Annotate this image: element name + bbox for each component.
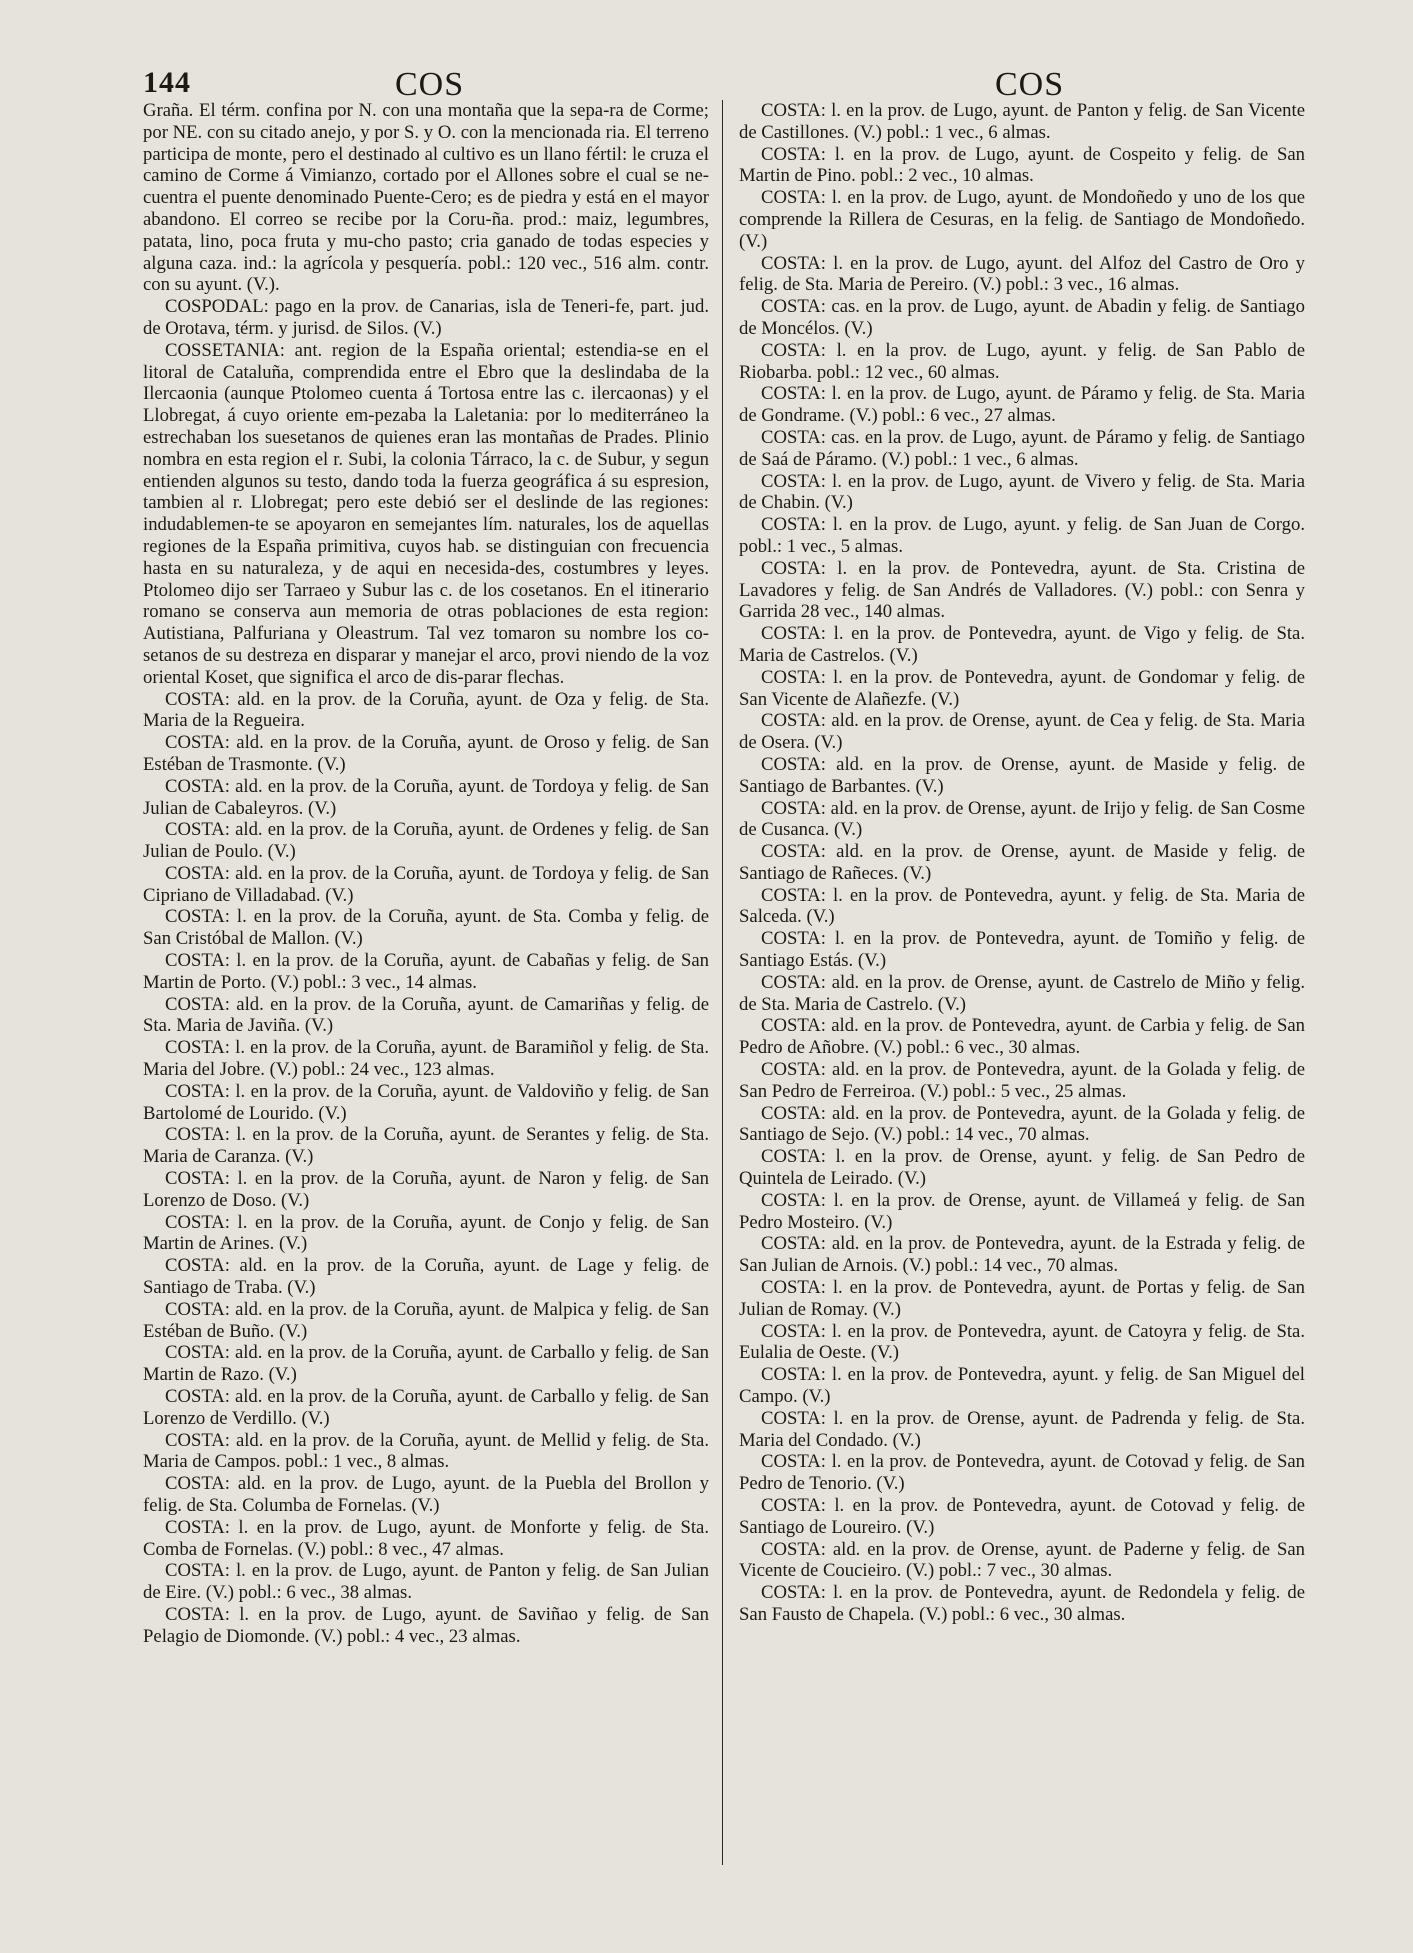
dictionary-entry: COSTA: ald. en la prov. de Pontevedra, ayunt. de Carbia y felig. de San Pedro de Añobre. (V.) pobl.: 6 vec., 30 almas. <box>739 1015 1305 1059</box>
dictionary-entry: COSTA: ald. en la prov. de la Coruña, ayunt. de Lage y felig. de Santiago de Traba. (V.) <box>143 1255 709 1299</box>
dictionary-entry: Graña. El térm. confina por N. con una montaña que la sepa-ra de Corme; por NE. con su citado anejo, y por S. y O. con la mencionada ria. El terreno participa de monte, pero el destinado al cultivo es un llano fértil: le cruza el camino de Corme á Vimianzo, cortado por el Allones sobre el cual se ne-cuentra el puente denominado Puente-Cero; es de piedra y está en el mayor abandono. El correo se recibe por la Coru-ña. prod.: maiz, legumbres, patata, lino, poca fruta y mu-cho pasto; cria ganado de todas especies y alguna caza. ind.: la agrícola y pesquería. pobl.: 120 vec., 516 alm. contr. con su ayunt. (V.). <box>143 100 709 296</box>
dictionary-entry: COSTA: l. en la prov. de Lugo, ayunt. de Páramo y felig. de Sta. Maria de Gondrame. (V.) pobl.: 6 vec., 27 almas. <box>739 383 1305 427</box>
dictionary-entry: COSTA: l. en la prov. de la Coruña, ayunt. de Valdoviño y felig. de San Bartolomé de Lourido. (V.) <box>143 1080 709 1124</box>
dictionary-entry: COSTA: ald. en la prov. de Orense, ayunt. de Cea y felig. de Sta. Maria de Osera. (V.) <box>739 710 1305 754</box>
column-divider <box>722 100 723 1865</box>
dictionary-entry: COSTA: ald. en la prov. de la Coruña, ayunt. de Tordoya y felig. de San Cipriano de Villadabad. (V.) <box>143 862 709 906</box>
dictionary-entry: COSTA: ald. en la prov. de la Coruña, ayunt. de Camariñas y felig. de Sta. Maria de Javiña. (V.) <box>143 993 709 1037</box>
dictionary-entry: COSTA: ald. en la prov. de la Coruña, ayunt. de Tordoya y felig. de San Julian de Cabaleyros. (V.) <box>143 775 709 819</box>
dictionary-entry: COSTA: l. en la prov. de Pontevedra, ayunt. de Catoyra y felig. de Sta. Eulalia de Oeste. (V.) <box>739 1320 1305 1364</box>
dictionary-entry: COSTA: ald. en la prov. de la Coruña, ayunt. de Mellid y felig. de Sta. Maria de Campos. pobl.: 1 vec., 8 almas. <box>143 1429 709 1473</box>
dictionary-entry: COSTA: l. en la prov. de Pontevedra, ayunt. de Cotovad y felig. de San Pedro de Tenorio. (V.) <box>739 1451 1305 1495</box>
dictionary-entry: COSTA: l. en la prov. de Lugo, ayunt. del Alfoz del Castro de Oro y felig. de Sta. Maria de Pereiro. (V.) pobl.: 3 vec., 16 almas. <box>739 252 1305 296</box>
dictionary-entry: COSTA: l. en la prov. de Orense, ayunt. de Villameá y felig. de San Pedro Mosteiro. (V.) <box>739 1189 1305 1233</box>
left-running-head: COS <box>395 66 465 103</box>
dictionary-entry: COSTA: cas. en la prov. de Lugo, ayunt. de Abadin y felig. de Santiago de Moncélos. (V.) <box>739 296 1305 339</box>
dictionary-entry: COSTA: l. en la prov. de Pontevedra, ayunt. y felig. de San Miguel del Campo. (V.) <box>739 1364 1305 1408</box>
dictionary-entry: COSTA: l. en la prov. de Lugo, ayunt. de Vivero y felig. de Sta. Maria de Chabin. (V.) <box>739 470 1305 514</box>
dictionary-entry: COSTA: ald. en la prov. de Orense, ayunt. de Irijo y felig. de San Cosme de Cusanca. (V.) <box>739 797 1305 841</box>
dictionary-entry: COSTA: ald. en la prov. de Orense, ayunt. de Paderne y felig. de San Vicente de Coucieiro. (V.) pobl.: 7 vec., 30 almas. <box>739 1538 1305 1582</box>
dictionary-entry: COSTA: l. en la prov. de Pontevedra, ayunt. de Sta. Cristina de Lavadores y felig. de San Andrés de Valladores. (V.) pobl.: con Senra y Garrida 28 vec., 140 almas. <box>739 557 1305 623</box>
right-running-head: COS <box>995 66 1065 103</box>
right-column <box>739 100 1305 1626</box>
dictionary-entry: COSTA: ald. en la prov. de Orense, ayunt. de Maside y felig. de Santiago de Barbantes. (V.) <box>739 753 1305 797</box>
dictionary-entry: COSTA: ald. en la prov. de Pontevedra, ayunt. de la Golada y felig. de San Pedro de Ferreiroa. (V.) pobl.: 5 vec., 25 almas. <box>739 1059 1305 1102</box>
dictionary-entry: COSTA: l. en la prov. de la Coruña, ayunt. de Baramiñol y felig. de Sta. Maria del Jobre. (V.) pobl.: 24 vec., 123 almas. <box>143 1037 709 1081</box>
dictionary-entry: COSTA: l. en la prov. de Pontevedra, ayunt. de Redondela y felig. de San Fausto de Chapela. (V.) pobl.: 6 vec., 30 almas. <box>739 1582 1305 1625</box>
dictionary-entry: COSTA: l. en la prov. de Lugo, ayunt. de Panton y felig. de San Julian de Eire. (V.) pobl.: 6 vec., 38 almas. <box>143 1560 709 1604</box>
dictionary-entry: COSTA: l. en la prov. de Pontevedra, ayunt. de Gondomar y felig. de San Vicente de Alañezfe. (V.) <box>739 666 1305 710</box>
dictionary-entry: COSTA: l. en la prov. de Lugo, ayunt. de Monforte y felig. de Sta. Comba de Fornelas. (V.) pobl.: 8 vec., 47 almas. <box>143 1516 709 1560</box>
dictionary-entry: COSTA: l. en la prov. de la Coruña, ayunt. de Cabañas y felig. de San Martin de Porto. (V.) pobl.: 3 vec., 14 almas. <box>143 950 709 993</box>
dictionary-entry: COSTA: l. en la prov. de Orense, ayunt. y felig. de San Pedro de Quintela de Leirado. (V.) <box>739 1146 1305 1190</box>
page-number: 144 <box>143 66 191 99</box>
dictionary-entry: COSTA: l. en la prov. de Lugo, ayunt. de Mondoñedo y uno de los que comprende la Rillera de Cesuras, en la felig. de Santiago de Mondoñedo. (V.) <box>739 187 1305 252</box>
dictionary-entry: COSTA: l. en la prov. de la Coruña, ayunt. de Sta. Comba y felig. de San Cristóbal de Mallon. (V.) <box>143 906 709 950</box>
dictionary-entry: COSTA: l. en la prov. de la Coruña, ayunt. de Naron y felig. de San Lorenzo de Doso. (V.) <box>143 1168 709 1211</box>
dictionary-entry: COSTA: ald. en la prov. de Orense, ayunt. de Maside y felig. de Santiago de Rañeces. (V.) <box>739 841 1305 884</box>
dictionary-entry: COSTA: ald. en la prov. de Lugo, ayunt. de la Puebla del Brollon y felig. de Sta. Columba de Fornelas. (V.) <box>143 1473 709 1516</box>
dictionary-entry: COSTA: ald. en la prov. de la Coruña, ayunt. de Carballo y felig. de San Martin de Razo. (V.) <box>143 1342 709 1386</box>
dictionary-entry: COSTA: ald. en la prov. de la Coruña, ayunt. de Carballo y felig. de San Lorenzo de Verdillo. (V.) <box>143 1386 709 1429</box>
dictionary-entry: COSTA: l. en la prov. de Pontevedra, ayunt. de Portas y felig. de San Julian de Romay. (V.) <box>739 1277 1305 1320</box>
dictionary-entry: COSTA: l. en la prov. de Pontevedra, ayunt. y felig. de Sta. Maria de Salceda. (V.) <box>739 884 1305 928</box>
dictionary-entry: COSTA: l. en la prov. de Lugo, ayunt. de Cospeito y felig. de San Martin de Pino. pobl.: 2 vec., 10 almas. <box>739 143 1305 187</box>
dictionary-entry: COSTA: l. en la prov. de Pontevedra, ayunt. de Cotovad y felig. de Santiago de Loureiro. (V.) <box>739 1495 1305 1538</box>
dictionary-entry: COSTA: l. en la prov. de Lugo, ayunt. de Saviñao y felig. de San Pelagio de Diomonde. (V.) pobl.: 4 vec., 23 almas. <box>143 1603 709 1647</box>
dictionary-entry: COSTA: l. en la prov. de Lugo, ayunt. y felig. de San Juan de Corgo. pobl.: 1 vec., 5 almas. <box>739 514 1305 557</box>
dictionary-entry: COSTA: l. en la prov. de Lugo, ayunt. de Panton y felig. de San Vicente de Castillones. (V.) pobl.: 1 vec., 6 almas. <box>739 100 1305 143</box>
dictionary-entry: COSTA: l. en la prov. de Pontevedra, ayunt. de Vigo y felig. de Sta. Maria de Castrelos. (V.) <box>739 623 1305 666</box>
dictionary-entry: COSTA: l. en la prov. de Pontevedra, ayunt. de Tomiño y felig. de Santiago Estás. (V.) <box>739 928 1305 972</box>
dictionary-entry: COSTA: l. en la prov. de Orense, ayunt. de Padrenda y felig. de Sta. Maria del Condado. (V.) <box>739 1407 1305 1451</box>
dictionary-entry: COSTA: ald. en la prov. de Orense, ayunt. de Castrelo de Miño y felig. de Sta. Maria de Castrelo. (V.) <box>739 971 1305 1015</box>
dictionary-entry: COSTA: ald. en la prov. de Pontevedra, ayunt. de la Estrada y felig. de San Julian de Arnois. (V.) pobl.: 14 vec., 70 almas. <box>739 1233 1305 1277</box>
dictionary-entry: COSTA: ald. en la prov. de la Coruña, ayunt. de Ordenes y felig. de San Julian de Poulo. (V.) <box>143 819 709 863</box>
dictionary-entry: COSTA: ald. en la prov. de la Coruña, ayunt. de Malpica y felig. de San Estéban de Buño. (V.) <box>143 1298 709 1342</box>
dictionary-entry: COSTA: ald. en la prov. de Pontevedra, ayunt. de la Golada y felig. de Santiago de Sejo. (V.) pobl.: 14 vec., 70 almas. <box>739 1102 1305 1146</box>
left-column <box>143 100 709 1648</box>
dictionary-entry: COSTA: ald. en la prov. de la Coruña, ayunt. de Oroso y felig. de San Estéban de Trasmonte. (V.) <box>143 732 709 775</box>
dictionary-entry: COSTA: ald. en la prov. de la Coruña, ayunt. de Oza y felig. de Sta. Maria de la Regueira. <box>143 688 709 732</box>
dictionary-entry: COSTA: cas. en la prov. de Lugo, ayunt. de Páramo y felig. de Santiago de Saá de Páramo. (V.) pobl.: 1 vec., 6 almas. <box>739 426 1305 470</box>
dictionary-entry: COSPODAL: pago en la prov. de Canarias, isla de Teneri-fe, part. jud. de Orotava, térm. y jurisd. de Silos. (V.) <box>143 296 709 339</box>
dictionary-entry: COSTA: l. en la prov. de la Coruña, ayunt. de Conjo y felig. de San Martin de Arines. (V.) <box>143 1211 709 1255</box>
dictionary-entry: COSTA: l. en la prov. de la Coruña, ayunt. de Serantes y felig. de Sta. Maria de Caranza. (V.) <box>143 1124 709 1168</box>
dictionary-entry: COSTA: l. en la prov. de Lugo, ayunt. y felig. de San Pablo de Riobarba. pobl.: 12 vec., 60 almas. <box>739 339 1305 383</box>
dictionary-entry: COSSETANIA: ant. region de la España oriental; estendia-se en el litoral de Cataluña, comprendida entre el Ebro que la deslindaba de la Ilercaonia (aunque Ptolomeo cuenta á Tortosa entre las c. ilercaonas) y el Llobregat, á cuyo oriente em-pezaba la Laletania: por lo mediterráneo la estrechaban los suesetanos de quienes eran las montañas de Prades. Plinio nombra en esta region el r. Subi, la colonia Tárraco, la c. de Subur, y segun entienden algunos su testo, dando toda la fuerza geográfica á su espresion, tambien al r. Llobregat; pero este debió ser el deslinde de las regiones: indudablemen-te se apoyaron en semejantes lím. naturales, los de aquellas regiones de la España primitiva, cuyos hab. se distinguian con frecuencia hasta en su naturaleza, y de aqui en necesida-des, costumbres y leyes. Ptolomeo dijo ser Tarraeo y Subur las c. de los cosetanos. En el itinerario romano se conserva aun memoria de otras poblaciones de esta region: Autistiana, Palfuriana y Oleastrum. Tal vez tomaron su nombre los co-setanos de su destreza en disparar y manejar el arco, provi niendo de la voz oriental Koset, que significa el arco de dis-parar flechas. <box>143 339 709 688</box>
